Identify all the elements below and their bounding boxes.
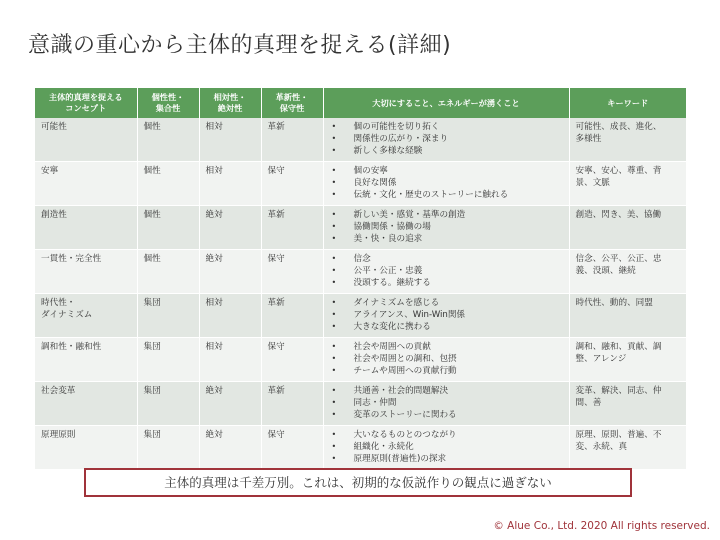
concept-cell (35, 206, 137, 250)
bullet-icon: • (331, 386, 337, 395)
innovation-conservation-cell (261, 426, 323, 470)
bullet-icon: • (331, 398, 337, 407)
keywords-text: 整、アレンジ (575, 354, 627, 364)
concept-cell (35, 426, 137, 470)
table-row (35, 250, 686, 294)
values-list (330, 385, 563, 421)
bullet-icon: • (331, 134, 337, 143)
concept-text: 原理原則 (41, 430, 76, 440)
relative-absolute-cell (199, 382, 261, 426)
relative-absolute-value: 相対 (205, 298, 223, 308)
bullet-icon: • (331, 222, 337, 231)
values-list (330, 121, 563, 157)
individual-collective-cell (137, 118, 199, 162)
list-item (330, 321, 563, 333)
header-values: 大切にすること、エネルギーが湧くこと (323, 88, 569, 118)
innovation-conservation-cell (261, 382, 323, 426)
individual-collective-cell (137, 382, 199, 426)
table-row (35, 118, 686, 162)
concept-cell (35, 382, 137, 426)
innovation-conservation-cell (261, 250, 323, 294)
innovation-conservation-value: 革新 (267, 298, 285, 308)
list-item-text: 良好な関係 (353, 178, 397, 188)
innovation-conservation-cell (261, 118, 323, 162)
bullet-icon: • (331, 354, 337, 363)
list-item (330, 145, 563, 157)
keywords-text: 間、善 (575, 398, 602, 408)
table-row (35, 382, 686, 426)
list-item (330, 365, 563, 377)
list-item (330, 297, 563, 309)
values-list (330, 341, 563, 377)
concept-text: 時代性・ (41, 298, 76, 308)
relative-absolute-cell (199, 206, 261, 250)
keywords-cell (569, 162, 686, 206)
bullet-icon: • (331, 166, 337, 175)
innovation-conservation-value: 革新 (267, 386, 285, 396)
list-item (330, 309, 563, 321)
concept-table (35, 88, 686, 470)
keywords-cell (569, 382, 686, 426)
bullet-icon: • (331, 430, 337, 439)
concept-cell (35, 162, 137, 206)
list-item-text: 変革のストーリーに関わる (353, 410, 457, 420)
values-cell (323, 206, 569, 250)
individual-collective-value: 集団 (143, 298, 161, 308)
individual-collective-value: 個性 (143, 254, 161, 264)
concept-cell (35, 294, 137, 338)
individual-collective-value: 個性 (143, 122, 161, 132)
table-row (35, 426, 686, 470)
values-cell (323, 382, 569, 426)
list-item-text: 社会や周囲への貢献 (353, 342, 431, 352)
values-cell (323, 250, 569, 294)
list-item (330, 165, 563, 177)
list-item (330, 397, 563, 409)
list-item-text: アライアンス、Win-Win関係 (353, 310, 466, 320)
list-item-text: 大きな変化に携わる (353, 322, 431, 332)
keywords-text: 可能性、成長、進化、 (575, 122, 662, 132)
list-item-text: 個の安寧 (353, 166, 388, 176)
individual-collective-cell (137, 206, 199, 250)
concept-text: 安寧 (41, 166, 59, 176)
values-cell (323, 338, 569, 382)
keywords-text: 多様性 (575, 134, 602, 144)
header-concept: 主体的真理を捉える コンセプト (35, 88, 137, 118)
list-item (330, 233, 563, 245)
values-list (330, 297, 563, 333)
innovation-conservation-value: 保守 (267, 342, 285, 352)
list-item-text: チームや周囲への貢献行動 (353, 366, 457, 376)
list-item (330, 133, 563, 145)
table-row (35, 206, 686, 250)
bullet-icon: • (331, 210, 337, 219)
individual-collective-value: 個性 (143, 210, 161, 220)
table-header-row (35, 88, 686, 118)
list-item-text: ダイナミズムを感じる (353, 298, 440, 308)
list-item-text: 大いなるものとのつながり (353, 430, 457, 440)
bullet-icon: • (331, 146, 337, 155)
relative-absolute-value: 絶対 (205, 254, 223, 264)
individual-collective-cell (137, 426, 199, 470)
individual-collective-value: 個性 (143, 166, 161, 176)
list-item-text: 信念 (353, 254, 371, 264)
list-item-text: 個の可能性を切り拓く (353, 122, 440, 132)
list-item-text: 組織化・永続化 (353, 442, 414, 452)
list-item (330, 341, 563, 353)
list-item-text: 共通善・社会的問題解決 (353, 386, 449, 396)
header-innovation-conservation: 革新性・ 保守性 (261, 88, 323, 118)
relative-absolute-cell (199, 294, 261, 338)
innovation-conservation-value: 保守 (267, 254, 285, 264)
relative-absolute-value: 絶対 (205, 210, 223, 220)
bullet-icon: • (331, 190, 337, 199)
innovation-conservation-value: 保守 (267, 166, 285, 176)
individual-collective-value: 集団 (143, 386, 161, 396)
list-item (330, 121, 563, 133)
values-list (330, 165, 563, 201)
page-title: 意識の重心から主体的真理を捉える(詳細) (28, 33, 452, 58)
list-item-text: 新しく多様な経験 (353, 146, 423, 156)
list-item-text: 原理原則(普遍性)の探求 (353, 454, 447, 464)
concept-text: 創造性 (41, 210, 67, 220)
list-item-text: 同志・仲間 (353, 398, 397, 408)
list-item (330, 209, 563, 221)
relative-absolute-value: 相対 (205, 166, 223, 176)
list-item-text: 美・快・良の追求 (353, 234, 423, 244)
keywords-text: 安寧、安心、尊重、背 (575, 166, 662, 176)
keywords-text: 信念、公平、公正、忠 (575, 254, 662, 264)
keywords-cell (569, 118, 686, 162)
table-row (35, 162, 686, 206)
bullet-icon: • (331, 254, 337, 263)
keywords-text: 景、文脈 (575, 178, 610, 188)
keywords-cell (569, 294, 686, 338)
values-list (330, 253, 563, 289)
list-item-text: 伝統・文化・歴史のストーリーに触れる (353, 190, 509, 200)
bullet-icon: • (331, 410, 337, 419)
bullet-icon: • (331, 442, 337, 451)
header-keywords: キーワード (569, 88, 686, 118)
list-item (330, 385, 563, 397)
list-item (330, 441, 563, 453)
list-item (330, 265, 563, 277)
innovation-conservation-cell (261, 162, 323, 206)
values-list (330, 209, 563, 245)
individual-collective-cell (137, 294, 199, 338)
bullet-icon: • (331, 278, 337, 287)
individual-collective-value: 集団 (143, 342, 161, 352)
innovation-conservation-value: 保守 (267, 430, 285, 440)
relative-absolute-cell (199, 162, 261, 206)
concept-text: 一貫性・完全性 (41, 254, 102, 264)
copyright-footer: © Alue Co., Ltd. 2020 All rights reserved. (493, 520, 710, 532)
innovation-conservation-value: 革新 (267, 122, 285, 132)
relative-absolute-value: 相対 (205, 122, 223, 132)
values-cell (323, 162, 569, 206)
list-item-text: 社会や周囲との調和、包摂 (353, 354, 457, 364)
keywords-cell (569, 338, 686, 382)
values-cell (323, 426, 569, 470)
list-item (330, 409, 563, 421)
bullet-icon: • (331, 266, 337, 275)
keywords-text: 時代性、動的、同盟 (575, 298, 653, 308)
header-individual-collective: 個性性・ 集合性 (137, 88, 199, 118)
keywords-cell (569, 426, 686, 470)
list-item-text: 新しい美・感覚・基準の創造 (353, 210, 466, 220)
relative-absolute-value: 絶対 (205, 430, 223, 440)
bullet-icon: • (331, 178, 337, 187)
individual-collective-value: 集団 (143, 430, 161, 440)
table-row (35, 338, 686, 382)
individual-collective-cell (137, 162, 199, 206)
list-item-text: 協働関係・協働の場 (353, 222, 431, 232)
relative-absolute-value: 相対 (205, 342, 223, 352)
concept-text: 社会変革 (41, 386, 76, 396)
innovation-conservation-cell (261, 206, 323, 250)
bullet-icon: • (331, 366, 337, 375)
relative-absolute-cell (199, 250, 261, 294)
values-list (330, 429, 563, 465)
concept-text: 可能性 (41, 122, 67, 132)
concept-text: ダイナミズム (41, 310, 93, 320)
bullet-icon: • (331, 298, 337, 307)
list-item (330, 177, 563, 189)
values-cell (323, 118, 569, 162)
list-item (330, 189, 563, 201)
concept-cell (35, 118, 137, 162)
list-item-text: 没頭する。継続する (353, 278, 431, 288)
list-item (330, 453, 563, 465)
relative-absolute-value: 絶対 (205, 386, 223, 396)
keywords-text: 創造、閃き、美、協働 (575, 210, 662, 220)
list-item-text: 公平・公正・忠義 (353, 266, 423, 276)
bullet-icon: • (331, 122, 337, 131)
keywords-cell (569, 250, 686, 294)
note-box: 主体的真理は千差万別。これは、初期的な仮説作りの観点に過ぎない (84, 468, 632, 497)
innovation-conservation-value: 革新 (267, 210, 285, 220)
header-relative-absolute: 相対性・ 絶対性 (199, 88, 261, 118)
individual-collective-cell (137, 338, 199, 382)
keywords-text: 調和、融和、貢献、調 (575, 342, 662, 352)
values-cell (323, 294, 569, 338)
keywords-text: 義、没頭、継続 (575, 266, 636, 276)
concept-cell (35, 338, 137, 382)
concept-text: 調和性・融和性 (41, 342, 102, 352)
bullet-icon: • (331, 322, 337, 331)
keywords-text: 変、永続、真 (575, 442, 628, 452)
list-item (330, 277, 563, 289)
individual-collective-cell (137, 250, 199, 294)
relative-absolute-cell (199, 338, 261, 382)
list-item-text: 関係性の広がり・深まり (353, 134, 449, 144)
list-item (330, 353, 563, 365)
bullet-icon: • (331, 310, 337, 319)
relative-absolute-cell (199, 118, 261, 162)
keywords-cell (569, 206, 686, 250)
list-item (330, 429, 563, 441)
list-item (330, 253, 563, 265)
relative-absolute-cell (199, 426, 261, 470)
bullet-icon: • (331, 234, 337, 243)
innovation-conservation-cell (261, 338, 323, 382)
list-item (330, 221, 563, 233)
innovation-conservation-cell (261, 294, 323, 338)
keywords-text: 原理、原則、普遍、不 (575, 430, 662, 440)
bullet-icon: • (331, 454, 337, 463)
bullet-icon: • (331, 342, 337, 351)
concept-cell (35, 250, 137, 294)
table-row (35, 294, 686, 338)
keywords-text: 変革、解決、同志、仲 (575, 386, 662, 396)
